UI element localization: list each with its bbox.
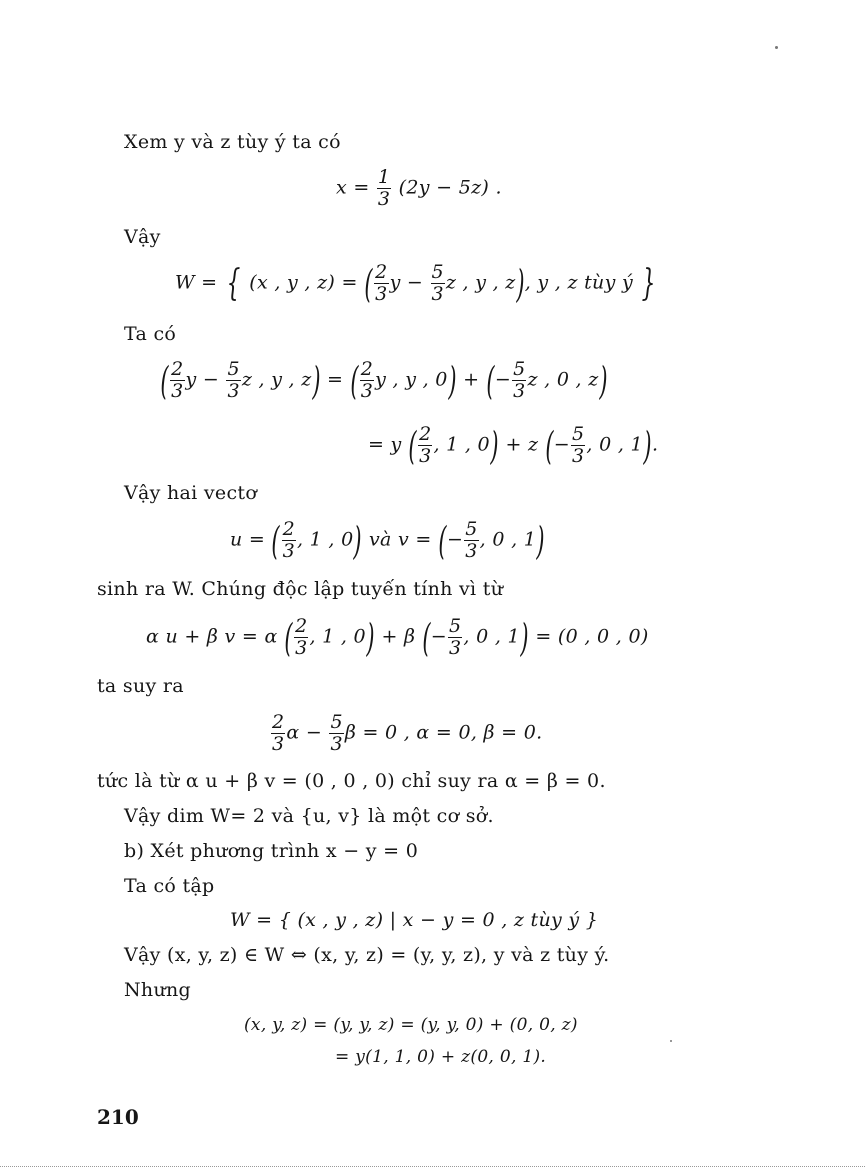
eq2-lhs: W = xyxy=(175,271,218,294)
fraction-one-third: $\frac{1}{3}$ xyxy=(377,166,391,210)
fraction-five-thirds: $\frac{5}{3}$ xyxy=(572,423,585,467)
text-line-12: Vậy (x, y, z) ∈ W ⇔ (x, y, z) = (y, y, z), y và z tùy ý. xyxy=(124,944,610,966)
page-number: 210 xyxy=(97,1105,139,1129)
text-line-10: Ta có tập xyxy=(124,875,215,897)
paren-open: ( xyxy=(364,261,373,306)
fraction-five-thirds: $\frac{5}{3}$ xyxy=(431,261,444,305)
fraction-five-thirds: $\frac{5}{3}$ xyxy=(227,358,240,402)
eq1-rhs: (2y − 5z) . xyxy=(398,176,502,199)
fraction-five-thirds: $\frac{5}{3}$ xyxy=(330,711,343,755)
scan-speck xyxy=(775,46,778,49)
scan-speck xyxy=(670,1040,672,1042)
equation-x xyxy=(336,168,502,209)
fraction-five-thirds: $\frac{5}{3}$ xyxy=(465,518,478,562)
equation-W-set: W = { (x , y , z) = ( $\frac{2}{3}$ y − $\frac{5}{3}$ z , y , z), y , z tùy ý } xyxy=(175,261,656,306)
text-line-9: b) Xét phương trình x − y = 0 xyxy=(124,840,419,862)
text-line-4: Vậy hai vectơ xyxy=(124,482,258,504)
fraction-five-thirds: $\frac{5}{3}$ xyxy=(513,358,526,402)
brace-open: { xyxy=(226,262,241,304)
text-line-2: Vậy xyxy=(124,226,161,248)
eq2-tail: , y , z tùy ý xyxy=(524,271,633,294)
page-bottom-rule xyxy=(0,1166,865,1167)
equation-split: (x, y, z) = (y, y, z) = (y, y, 0) + (0, 0, z) xyxy=(244,1015,578,1035)
fraction-two-thirds: $\frac{2}{3}$ xyxy=(360,358,374,402)
fraction-five-thirds: $\frac{5}{3}$ xyxy=(449,615,462,659)
fraction-two-thirds: $\frac{2}{3}$ xyxy=(375,261,388,305)
equation-W-subspace: W = { (x , y , z) | x − y = 0 , z tùy ý } xyxy=(230,909,599,931)
equation-solution: $\frac{2}{3}$ α − $\frac{5}{3}$ β = 0 , α = 0, β = 0. xyxy=(272,711,543,755)
paren-close: ) xyxy=(516,261,525,306)
fraction-two-thirds: $\frac{2}{3}$ xyxy=(295,615,308,659)
fraction-two-thirds: $\frac{2}{3}$ xyxy=(282,518,295,562)
equation-decomposition: ( $\frac{2}{3}$ y − $\frac{5}{3}$ z , y , z) = ( $\frac{2}{3}$ y , y , 0) + (− $\frac{5}{3}$ z , 0 , z) xyxy=(160,358,608,403)
equation-independence: α u + β v = α ( $\frac{2}{3}$ , 1 , 0) + β (− $\frac{5}{3}$ , 0 , 1) = (0 , 0 , 0) xyxy=(146,615,649,660)
text-line-3: Ta có xyxy=(124,323,177,345)
equation-linear-combination: = y ( $\frac{2}{3}$ , 1 , 0) + z (− $\frac{5}{3}$ , 0 , 1). xyxy=(368,423,659,468)
eq1-lhs: x = xyxy=(336,176,370,199)
text-line-8: Vậy dim W= 2 và {u, v} là một cơ sở. xyxy=(124,805,494,827)
eq2-p1: (x , y , z) = xyxy=(249,271,358,294)
fraction-two-thirds: $\frac{2}{3}$ xyxy=(171,358,184,402)
equation-basis: = y(1, 1, 0) + z(0, 0, 1). xyxy=(335,1047,547,1067)
fraction-two-thirds: $\frac{2}{3}$ xyxy=(419,423,432,467)
text-line-13: Nhưng xyxy=(124,979,191,1001)
text-line-1: Xem y và z tùy ý ta có xyxy=(124,131,341,153)
brace-close: } xyxy=(641,262,656,304)
text-line-7: tức là từ α u + β v = (0 , 0 , 0) chỉ suy ra α = β = 0. xyxy=(97,770,606,792)
fraction-two-thirds: $\frac{2}{3}$ xyxy=(272,711,285,755)
text-line-5: sinh ra W. Chúng độc lập tuyến tính vì từ xyxy=(97,578,504,600)
text-line-6: ta suy ra xyxy=(97,675,184,697)
equation-basis-vectors: u = ( $\frac{2}{3}$ , 1 , 0) và v = (− $\frac{5}{3}$ , 0 , 1) xyxy=(230,518,545,563)
